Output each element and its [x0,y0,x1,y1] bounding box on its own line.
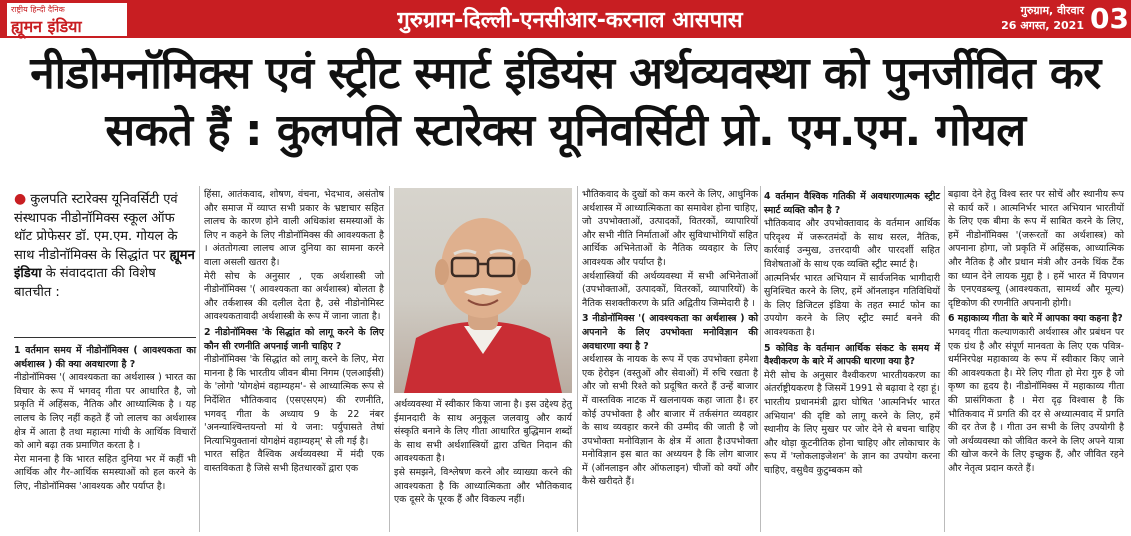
column-divider [944,186,945,532]
paragraph: इसे समझने, विश्लेषण करने और व्याख्या करने की आवश्यकता है कि आध्यात्मिकता और भौतिकवाद एक दूसरे के पूरक हैं और विकल्प नहीं। [394,466,572,506]
bullet-icon: ● [14,191,27,207]
article-column-6 [948,188,1124,475]
column-divider [199,186,200,532]
portrait-illustration [394,188,572,393]
interview-question: 5 कोविड के वर्तमान आर्थिक संकट के समय में वैश्वीकरण के बारे में आपकी धारणा क्या है? [764,342,940,368]
paragraph: हिंसा, आतंकवाद, शोषण, वंचना, भेदभाव, असंतोष और समाज में व्याप्त सभी प्रकार के भ्रष्टाचार सहित लालच के कारण होने वाली अधिकांश समस्याओं के लिए न कहने के लिए नीडोनॉमिक्स की आवश्यकता है । अंततोगत्वा लालच आज दुनिया का सामना करने वाला असली खतरा है। [204,189,384,268]
paragraph: अर्थशास्त्र के नायक के रूप में एक उपभोक्ता हमेशा एक हेरोइन (वस्तुओं और सेवाओं) में रुचि रखता है और जो सभी रिश्ते को प्रदूषित करते हैं उन्हें बाजार में वास्तविक नाटक में खलनायक कहा जाता है। हर कोई उपभोक्ता है और बाजार में तर्कसंगत व्यवहार के साथ व्यवहार करने की उम्मीद की जाती है जो उपभोक्ता मनोविज्ञान के क्षेत्र में आता है।उपभोक्ता मनोविज्ञान इस बात का अध्ययन है कि लोग बाजार में (ऑनलाइन और ऑफलाइन) चीजों को क्यों और कैसे खरीदते हैं। [582,354,758,488]
intro-brand: ह्यूमन इंडिया [14,247,195,281]
article-column-4 [582,188,758,489]
paragraph: मेरा मानना है कि भारत सहित दुनिया भर में कहीं भी आर्थिक और गैर-आर्थिक समस्याओं को हल करने के लिए, नीडोनॉमिक्स 'आवश्यक और पर्याप्त है। [14,453,196,492]
paragraph: नीडोनॉमिक्स '( आवश्यकता का अर्थशास्त्र ) भारत का विचार के रूप में भगवद् गीता पर आधारित है, जो प्रकृति में अहिंसक, नैतिक और आध्यात्मिक है । यह लालच के लिए नहीं कहते हैं जो लालच का अर्थशास्त्र क्षेत्र में आता है तथा महात्मा गांधी के आर्थिक विचारों को आगे बढ़ा तक प्रमाणित करता है । [14,372,196,452]
paragraph: अर्थव्यवस्था में स्वीकार किया जाना है। इस उद्देश्य हेतु ईमानदारी के साथ अनुकूल जलवायु और कार्य संस्कृति बनाने के लिए गीता आधारित बुद्धिमान शब्दों के साथ सभी अर्थशास्त्रियों द्वारा उचित निदान की आवश्यकता है। [394,399,572,465]
divider [14,337,196,338]
interview-question: 3 नीडोनॉमिक्स '( आवश्यकता का अर्थशास्त्र ) को अपनाने के लिए उपभोक्ता मनोविज्ञान की अवधारणा क्या है ? [582,313,758,352]
interview-question: 2 नीडोनॉमिक्स 'के सिद्धांत को लागू करने के लिए कौन सी रणनीति अपनाई जानी चाहिए ? [204,326,384,352]
paragraph: भारतीय प्रधानमंत्री द्वारा घोषित 'आत्मनिर्भर भारत अभियान' की दृष्टि को लागू करने के लिए, हमें स्थानीय के लिए मुखर पर जोर देने से बचना चाहिए और थोड़ा कूटनीतिक होना चाहिए और लोकाचार के रूप में 'ग्लोकलाइजेशन' के ज्ञान का उपयोग करना चाहिए, वसुधैव कुटुम्बकम को [764,396,940,476]
article-column-5 [764,188,940,477]
logo-tagline: राष्ट्रीय हिन्दी दैनिक [11,5,65,14]
issue-date: 26 अगस्त, 2021 [1001,19,1084,32]
paragraph: भौतिकवाद के दुखों को कम करने के लिए, आधुनिक अर्थशास्त्र में आध्यात्मिकता का समावेश होना चाहिए, जो उपभोक्ताओं, उत्पादकों, वितरकों, व्यापारियों और सभी नीति निर्माताओं और सुविधाभोगियों सहित आर्थिक अभिनेताओं के नैतिक व्यवहार के लिए आवश्यक और पर्याप्त है। [582,189,758,268]
article-column-2 [204,188,384,475]
intro-text-a: कुलपति स्टारेक्स यूनिवर्सिटी एवं संस्थापक नीडोनॉमिक्स स्कूल ऑफ थॉट प्रोफेसर डॉ. एम.एम. गोयल के साथ नीडोनॉमिक्स के सिद्धांत पर [14,192,178,263]
article-headline: नीडोमनॉमिक्स एवं स्ट्रीट स्मार्ट इंडियंस अर्थव्यवस्था को पुनर्जीवित कर सकते हैं : कुलपति स्टारेक्स यूनिवर्सिटी प्रो. एम.एम. गोयल [30,48,1101,156]
paragraph: आत्मनिर्भर भारत अभियान में सार्वजनिक भागीदारी सुनिश्चित करने के लिए, हमें ऑनलाइन गतिविधियों के लिए डिजिटल इंडिया के तहत स्मार्ट फोन का उपयोग करने के लिए स्ट्रीट स्मार्ट बनने की आवश्यकता है। [764,272,940,338]
paragraph: भारत सहित वैश्विक अर्थव्यवस्था में मंदी एक वास्तविकता है जिसे सभी हितधारकों द्वारा एक [204,449,384,474]
date-block [924,3,1084,33]
paragraph: भगवद् गीता कल्याणकारी अर्थशास्त्र और प्रबंधन पर एक ग्रंथ है और संपूर्ण मानवता के लिए एक पवित्र-धर्मनिरपेक्ष महाकाव्य के रूप में स्वीकार किए जाने की आवश्यकता है। मेरे लिए गीता हो मेरा गुरु है जो कृष्ण का हृदय है। नीडोनॉमिक्स में महाकाव्य गीता की प्रासंगिकता है । मेरा दृढ़ विश्वास है कि भौतिकवाद में प्रगति की दर से अध्यात्मवाद में प्रगति की दर तेज है । गीता उन सभी के लिए उपयोगी है जो अर्थव्यवस्था को जीवित करने के लिए अपने यात्रा की खोज करने के लिए इच्छुक हैं, और जीवित रहने और नेतृत्व प्रदान करते हैं। [948,326,1124,474]
article-column-1 [14,342,196,494]
article-column-3 [394,398,572,507]
column-divider [577,186,578,532]
article-intro [14,190,196,302]
paragraph: अर्थशास्त्रियों की अर्थव्यवस्था में सभी अभिनेताओं (उपभोक्ताओं, उत्पादकों, वितरकों, व्यापारियों) के नैतिक सशक्तीकरण के प्रति अद्वितीय जिम्मेदारी है । [582,270,758,309]
interview-question: 1 वर्तमान समय में नीडोनॉमिक्स ( आवश्यकता का अर्थशास्त्र ) की क्या अवधारणा है ? [14,345,196,370]
masthead-bar [0,0,1131,38]
interview-question: 6 महाकाव्य गीता के बारे में आपका क्या कहना है? [948,313,1123,325]
column-divider [389,186,390,532]
interview-question: 4 वर्तमान वैश्विक गतिकी में अवधारणात्मक स्ट्रीट स्मार्ट व्यक्ति कौन है ? [764,191,940,216]
paragraph: मेरी सोच के अनुसार वैश्वीकरण भारतीयकरण का अंतर्राष्ट्रीयकरण है जिसमें 1991 से बढ़ावा दे रहा हूं। [764,369,940,395]
portrait-photo [394,188,572,393]
column-divider [760,186,761,532]
paragraph: भौतिकवाद और उपभोक्तावाद के वर्तमान आर्थिक परिदृश्य में जरूरतमंदों के साथ सरल, नैतिक, कार्रवाई उन्मुख, उत्तरदायी और पारदर्शी सहित विशेषताओं के साथ एक व्यक्ति स्ट्रीट स्मार्ट है। [764,218,940,270]
paragraph: बढ़ावा देने हेतु विश्व स्तर पर सोचें और स्थानीय रूप से कार्य करें । आत्मनिर्भर भारत अभियान भारतीयों के लिए एक बीमा के रूप में साबित करने के लिए, हमें नीडोनॉमिक्स '(जरूरतों का अर्थशास्त्र) को अपनाना होगा, जो प्रकृति में अहिंसक, आध्यात्मिक और नैतिक है और प्रधान मंत्री और उनके थिंक टैंक का ध्यान देने लायक मुद्दा है । हमें भारत में विपणन के एनएवडब्ल्यू (आवश्यकता, सामर्थ्य और मूल्य) दृष्टिकोण की रणनीति अपनानी होगी। [948,189,1124,309]
newspaper-logo [6,2,128,37]
logo-name: ह्यूमन इंडिया [11,17,82,36]
city-day: गुरुग्राम, वीरवार [1020,4,1084,17]
intro-text-b: के संवाददाता की विशेष बातचीत : [14,266,156,300]
paragraph: नीडोनॉमिक्स 'के सिद्धांत को लागू करने के लिए, मेरा मानना है कि भारतीय जीवन बीमा निगम (एलआईसी) के 'लोगो 'योगक्षेमं वहाम्यहम'- से आध्यात्मिक रूप से निर्देशित भौतिकवाद (एसएसएम) की रणनीति, भगवद् गीता के अध्याय 9 के 22 नंबर 'अनन्याश्चिन्तयन्तो मां ये जना: पर्युपासते तेषां नित्याभियुक्तानां योगक्षेमं वहाम्यहम्' से ली गई है। [204,354,384,447]
page-section-title: गुरुग्राम-दिल्ली-एनसीआर-करनाल आसपास [397,8,743,33]
paragraph: मेरी सोच के अनुसार , एक अर्थशास्त्री जो नीडोनॉमिक्स '( आवश्यकता का अर्थशास्त्र) बोलता है और तर्कशास्त्र की दलील देता है, उसे नीडोनोमिस्ट आवश्यकतावादी अर्थशास्त्री के रूप में जाना जाता है। [204,270,384,323]
page-number: 03 [1090,2,1129,35]
